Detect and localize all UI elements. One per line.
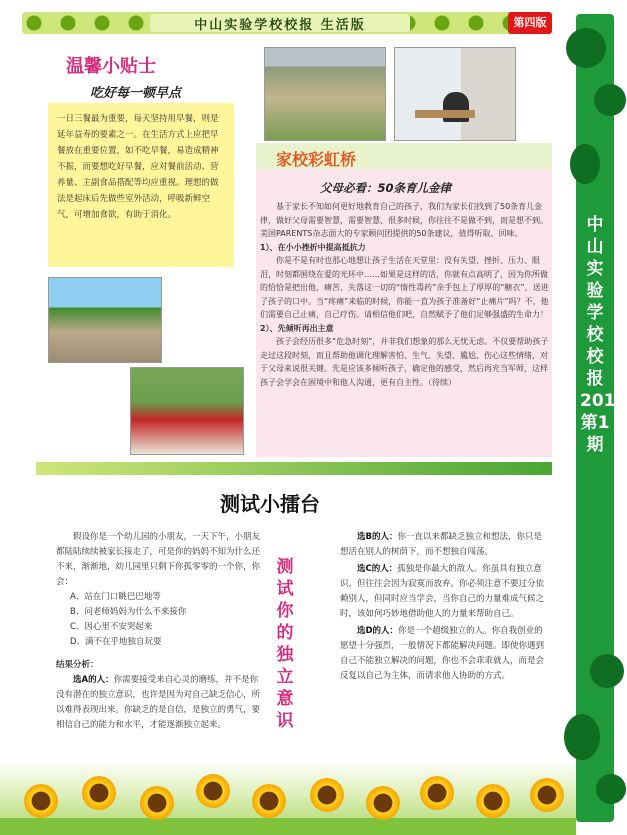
tips-title: 温馨小贴士 — [66, 56, 156, 77]
rainbow-sec2-body: 孩子会经历很多“危急时刻”，并非我们想象的那么无忧无虑。不仅要帮助孩子走过这段时刻，而且帮助他调化理解害怕、生气、失望、尴尬、伤心这些情绪，对于父母来说很关键。先是应该多倾听孩子，确定他的感受，然后再充当军师，这样孩子会学会在困境中和他人沟通，更有自主性。（待续） — [260, 337, 549, 387]
quiz-result-a — [56, 673, 266, 733]
side-strip-text: 中山实验学校校报 2011第1期 — [580, 215, 627, 455]
tips-body: 一日三餐最为重要，每天坚持用早餐，则是延年益寿的要素之一。在生活方式上应把早餐放在重要位置，如不吃早餐，易造成精神不振，而要想吃好早餐，应对餐前活动、营养量、主副食品搭配等均应重视。理想的做法是起床后先做些室外活动，呼吸新鲜空气，可增加食欲，有助于消化。 — [57, 114, 219, 220]
quiz-right-column — [340, 530, 550, 686]
sunflower-icon — [82, 776, 116, 810]
sunflower-icon — [310, 778, 344, 812]
classroom-photo — [264, 47, 386, 141]
edition-badge: 第四版 — [508, 12, 552, 34]
rainbow-subtitle: 父母必看：50条育儿金律 — [320, 181, 452, 195]
sports-photo — [48, 277, 162, 363]
tips-subtitle: 吃好每一顿早点 — [90, 86, 182, 101]
sunflower-icon — [24, 784, 58, 818]
quiz-option-d: D、满不在乎地独自玩耍 — [70, 637, 162, 647]
sunflower-icon — [476, 784, 510, 818]
sunflower-icon — [366, 786, 400, 820]
result-d-label: 选D的人： — [357, 626, 399, 636]
students-photo — [130, 367, 244, 455]
quiz-option-c: C、因心里不安哭起来 — [70, 622, 153, 632]
quiz-title: 测试小擂台 — [220, 492, 320, 516]
quiz-vertical-title: 测试你的独立意识 — [276, 557, 294, 731]
sunflower-icon — [420, 776, 454, 810]
result-a-label: 选A的人： — [73, 675, 114, 685]
quiz-result-c — [340, 562, 550, 622]
quiz-result-d — [340, 624, 550, 684]
result-d-text: 你是一个超级独立的人。你自我创业的愿望十分强烈，一般情况下都能解决问题。即使你遇到自己不能独立解决的问题，你也不会乖乖就人，而是会反复以自己为主体，而请求他人协助的方式。 — [340, 626, 545, 681]
tips-body-box — [48, 103, 234, 267]
quiz-result-title: 结果分析： — [56, 660, 99, 670]
rainbow-sec2-title: 2）、先倾听再出主意 — [260, 323, 334, 333]
quiz-question: 假设你是一个幼儿园的小朋友，一天下午，小朋友都陆陆续续被家长接走了，可是你的妈妈不知为什么还不来，渐渐地，幼儿园里只剩下你孤零零的一个你，你会： — [56, 532, 261, 587]
quiz-option-b: B、问老师妈妈为什么不来接你 — [70, 607, 187, 617]
result-a-text: 你需要接受来自心灵的磨练，并不是你没有潜在的独立意识，也许是因为对自己缺乏信心，所以难得表现出来。你缺乏的是自信，是独立的勇气，要相信自己的能力和水平，才能逐渐独立起来。 — [56, 675, 261, 730]
rainbow-body — [260, 200, 550, 389]
rainbow-title: 家校彩虹桥 — [276, 150, 357, 169]
quiz-left-column — [56, 530, 266, 733]
rainbow-sec1-body: 你是不是有时也那心地想让孩子生活在天堂里：没有失望、挫折、压力、眼泪，时刻都围绕在爱的光环中……如果是这样的话，你就有点高明了，因为你所做的恰恰是把出他，痛苦、失落这一切的“惰性毒药”亲手包上了厚厚的“糖衣”，送进了孩子的口中。当“疼痛”来临的时候，你能一直为孩子准备好“止痛片”吗？不，他们需要自己止痛，自己疗伤。请相信他们吧，自然赋予了他们足够强盛的生命力！ — [260, 256, 549, 319]
bottom-bar — [0, 818, 576, 835]
result-b-label: 选B的人： — [357, 532, 398, 542]
sunflower-icon — [252, 784, 286, 818]
result-c-text: 孤独是你最大的敌人。你虽具有独立意识，但往往会因为寂寞而放弃。你必须注意不要过分依赖别人，但同时应当学会，当你自己的力量难成气候之时，该如何巧妙地借助他人的力量来帮助自己。 — [340, 564, 545, 619]
quiz-result-b — [340, 530, 550, 560]
sunflower-icon — [140, 786, 174, 820]
result-c-label: 选C的人： — [357, 564, 398, 574]
office-photo — [394, 47, 516, 141]
quiz-option-a: A、站在门口眺巴巴地等 — [70, 592, 161, 602]
result-b-text: 你一直以来都缺乏独立和想法，你只是想活在别人的树荫下，而不想独自闯荡。 — [340, 532, 542, 557]
sunflower-icon — [530, 778, 564, 812]
sunflower-icon — [196, 774, 230, 808]
section-divider — [36, 462, 552, 475]
rainbow-intro: 基于家长不知如何更好地教育自己的孩子，我们为家长们找到了50条育儿金律，做好父母需要智慧，需要智慧、很多时候，你往往不是做不到，而是想不到。美国PARENTS杂志面大的专家顾问团提供的50条建议，值得听取、回味。 — [260, 202, 548, 238]
banner-title: 中山实验学校校报 生活版 — [150, 14, 410, 32]
rainbow-sec1-title: 1）、在小小挫折中提高抵抗力 — [260, 242, 366, 252]
